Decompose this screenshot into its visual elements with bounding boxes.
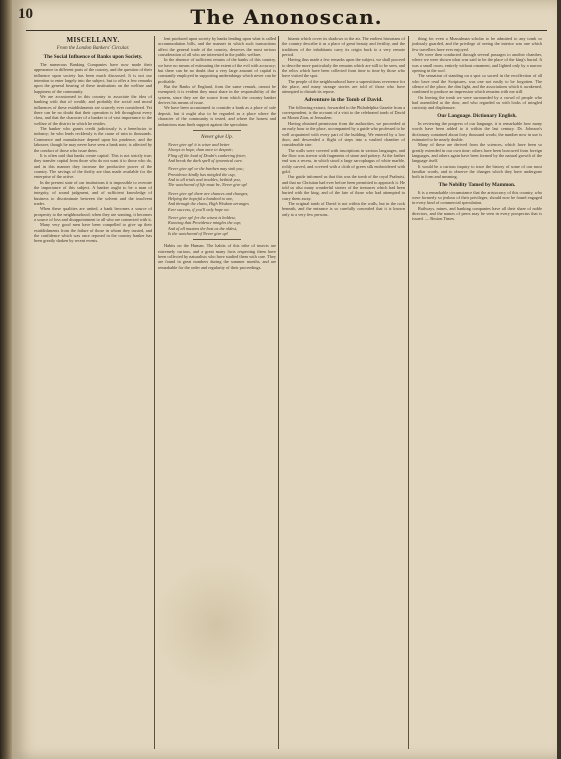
- poem-line: And of all maxims the best as the oldest,: [168, 225, 238, 231]
- poem-line: Fling off the load of Doubt's cankering fetter,: [168, 152, 246, 158]
- poem: [158, 142, 276, 237]
- paragraph: The walls were covered with inscriptions in various languages, and the floor was strewn with fragments of stone and pottery. At the farther end was a recess, in which stood a large sarcophagus of white marble, richly carved, and covered with a cloth of green silk embroidered with gold.: [282, 147, 405, 174]
- paragraph: Our guide informed us that this was the tomb of the royal Psalmist, and that no Christian had ever before been permitted to approach it. He told us also many wonderful stories of the treasures which had been buried with the king, and of the fate of those who had attempted to carry them away.: [282, 174, 405, 201]
- page-header: [18, 4, 547, 31]
- masthead-title: The Anonoscan.: [190, 5, 383, 29]
- article-source: From the London Bankers' Circular.: [56, 46, 130, 51]
- poem-line: And break the dark spell of tyrannical care.: [168, 157, 243, 163]
- paragraph: It is a remarkable circumstance that the aristocracy of this country, who were formerly so jealous of their privileges, should now be found engaged in every kind of commercial speculation.: [412, 189, 542, 206]
- paragraph: It is often said that banks create capital. This is not strictly true; they transfer capital from those who do not want it to those who do, and in this manner they increase the productive power of the country. The savings of the thrifty are thus made available for the enterprise of the active.: [34, 152, 152, 180]
- paragraph: Railways, mines, and banking companies have all their share of noble directors, and the names of peers may be seen in every prospectus that is issued. — Boston Times.: [412, 205, 542, 222]
- column-1: [34, 36, 152, 753]
- paragraph: The numerous Banking Companies have now made their appearance in different parts of the country, and the question of their influence upon society has been much discussed. It is not our intention to enter largely into the subject, but to offer a few remarks upon the general bearing of these institutions on the welfare and happiness of the community.: [34, 62, 152, 94]
- paragraph: We have been accustomed to consider a bank as a place of safe deposit, but it ought also to be regarded as a place where the character of the community is tested, and where the honest and industrious man finds support against the speculator.: [158, 105, 276, 127]
- poem-title: Never give Up.: [201, 133, 233, 140]
- paragraph: We were then conducted through several passages to another chamber, where we were shown what was said to be the place of the king's burial. It was a small room, entirely without ornament, and lighted only by a narrow opening in the roof.: [412, 52, 542, 74]
- paragraph: Habits on the Human. The habits of this tribe of insects are extremely curious, and a great many facts respecting them have been collected by naturalists who have studied them with care. They are found in great numbers during the summer months, and are remarkable for the order and regularity of their proceedings.: [158, 243, 276, 270]
- article-title: The Nobility Tamed by Mammon.: [438, 181, 516, 188]
- poem-line: Ever success, if you'll only hope on.: [168, 206, 230, 212]
- paragraph: Having obtained permission from the authorities, we proceeded at an early hour to the place, accompanied by a guide who professed to be well acquainted with every part of the building. We entered by a low door, and descended a flight of steps into a vaulted chamber of considerable size.: [282, 120, 405, 148]
- column-divider: [278, 36, 279, 749]
- column-divider: [408, 36, 409, 749]
- poem-line: Knowing that Providence mingles the cup;: [168, 220, 242, 226]
- poem-line: The watchword of life must be, Never give up!: [168, 182, 248, 188]
- paragraph: lent produced upon society by banks lending upon what is called accommodation bills, and the manner in which such transactions affect the general trade of the country, deserves the most serious consideration of all who are interested in the public welfare.: [158, 36, 276, 58]
- paragraph: The original tomb of David is not within the walls, but in the rock beneath, and the entrance is so carefully concealed that it is known only to a very few persons.: [282, 200, 405, 217]
- poem-line: Helping the hopeful a hundred to one,: [168, 195, 234, 201]
- paragraph: bitants which cover its shadows to the air. The earliest historians of the country describe it as a place of great beauty and fertility, and the traditions of the inhabitants carry its origin back to a very remote period.: [282, 36, 405, 58]
- newspaper-page: [12, 0, 557, 759]
- poem-line: Never give up! or the burthen may sink you;: [168, 166, 244, 172]
- column-3: [282, 36, 405, 753]
- paragraph: The following extract, forwarded to the Philadelphia Gazette from a correspondent, is the account of a visit to the celebrated tomb of David on Mount Zion, at Jerusalem.: [282, 104, 405, 121]
- section-title: MISCELLANY.: [66, 36, 120, 44]
- paragraph: In the absence of sufficient returns of the banks of this country, we have no means of estimating the extent of the evil with accuracy; but there can be no doubt that a very large amount of capital is constantly employed in supporting undertakings which never can be profitable.: [158, 57, 276, 84]
- article-title: Adventure in the Tomb of David.: [304, 96, 383, 103]
- paragraph: The banker who grants credit judiciously is a benefactor to industry; he who lends recklessly is the cause of ruin to thousands. Commerce and manufacture depend upon his prudence, and the labourer, though he may never have seen a bank note, is affected by the conduct of those who issue them.: [34, 126, 152, 153]
- paragraph: Many very good men have been compelled to give up their establishments from the failure of those in whom they trusted, and the confidence which was once reposed in the country banker has been greatly shaken by recent events.: [34, 222, 152, 244]
- column-2: [158, 36, 276, 753]
- separator-rule: [193, 130, 240, 131]
- paragraph: But the Banks of England, from the same remark, cannot be exempted; it is evident they must share in the responsibility of the system, since they are the source from which the country banker derives his means of issue.: [158, 84, 276, 106]
- page-gutter: [0, 0, 12, 759]
- article-title: Our Language. Dictionary English.: [437, 112, 517, 119]
- poem-line: Is the watchword of Never give up!: [168, 231, 229, 236]
- paragraph: thing for even a Mussulman scholar to be admitted to any tomb so jealously guarded, and the privilege of seeing the interior was one which few travellers have ever enjoyed.: [412, 36, 542, 52]
- page-number: 10: [18, 6, 33, 22]
- paragraph: When these qualities are united, a bank becomes a source of prosperity to the neighbourhood; when they are wanting, it becomes a source of loss and disappointment to all who are connected with it.: [34, 206, 152, 222]
- paragraph: Many of these are derived from the sciences, which have been so greatly extended in our own time; others have been borrowed from foreign languages, and others again have been formed by the natural growth of the language itself.: [412, 142, 542, 164]
- paragraph: In the present state of our institutions it is impossible to overrate the importance of this subject. A banker ought to be a man of integrity, of sound judgment, and of sufficient knowledge of business to discriminate between the solvent and the insolvent trader.: [34, 179, 152, 206]
- paragraph: In reviewing the progress of our language, it is remarkable how many words have been added to it within the last century. Dr. Johnson's dictionary contained about forty thousand words; the number now in use is estimated to be nearly double.: [412, 120, 542, 142]
- poem-line: Never give up! there are chances and changes,: [168, 190, 249, 196]
- poem-line: And through the chaos, High Wisdom arranges: [168, 201, 249, 207]
- paragraph: The sensation of standing on a spot so sacred in the recollection of all who have read the Scriptures, was one not easily to be forgotten. The silence of the place, the dim light, and the associations which it awakened, combined to produce an impression which remains with me still.: [412, 73, 542, 95]
- article-title: The Social Influence of Banks upon Society.: [43, 54, 143, 60]
- paragraph: The people of the neighbourhood have a superstitious reverence for the place, and many strange stories are told of those who have attempted to disturb its repose.: [282, 78, 405, 95]
- paragraph: Having thus made a few remarks upon the subject, we shall proceed to describe more particularly the remains which are still to be seen, and the relics which have been collected from time to time by those who have visited the spot.: [282, 57, 405, 79]
- paragraph: On leaving the tomb we were surrounded by a crowd of people who had assembled at the door, and who regarded us with looks of mingled curiosity and displeasure.: [412, 94, 542, 111]
- poem-line: Never give up! for the wisest is boldest,: [168, 214, 236, 220]
- poem-line: Never give up! it is wiser and better: [168, 141, 230, 147]
- paragraph: We are accustomed in this country to associate the idea of banking with that of wealth; and probably the social and moral influences of these establishments are scarcely ever considered. Yet there can be no doubt that their operation is felt throughout every class, and that the character of a banker is of vast importance to the welfare of the district in which he resides.: [34, 94, 152, 126]
- column-divider: [154, 36, 155, 749]
- poem-line: And in all trials and troubles, bethink you,: [168, 176, 241, 182]
- paragraph: It would be a curious inquiry to trace the history of some of our most familiar words, and to observe the changes which they have undergone both in form and meaning.: [412, 163, 542, 180]
- poem-line: Always to hope, than once to despair;: [168, 147, 234, 153]
- poem-line: Providence kindly has mingled the cup,: [168, 171, 236, 177]
- column-4: [412, 36, 542, 753]
- separator-rule: [193, 239, 240, 240]
